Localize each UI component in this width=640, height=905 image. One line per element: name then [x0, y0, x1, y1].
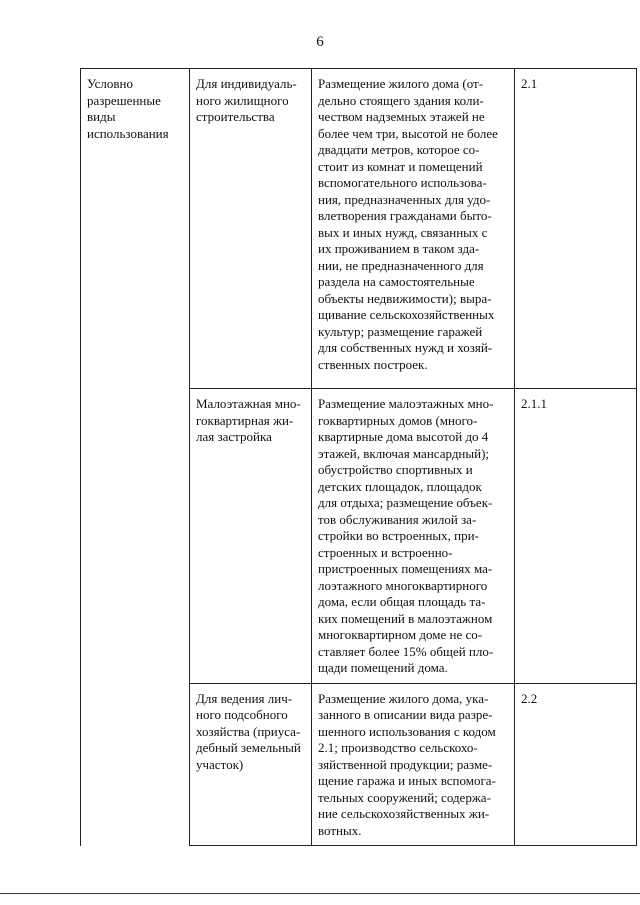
table-row	[81, 69, 637, 389]
land-use-table	[80, 68, 637, 846]
use-description-cell: Размещение жилого дома, ука- занного в описании вида разре- шенного использования с кодом 2.1; производство сельскохо- зяйственной продукции; разме- щение гаража и иных вспомога- тельных сооружений; содержа- ние сельскохозяйственных жи- вотных.	[312, 683, 515, 846]
use-name-cell: Для ведения лич- ного подсобного хозяйства (приуса- дебный земельный участок)	[190, 683, 312, 846]
use-code-cell: 2.1	[515, 69, 637, 389]
page-bottom-rule	[0, 893, 640, 894]
use-description-cell: Размещение малоэтажных мно- гоквартирных домов (много- квартирные дома высотой до 4 этажей, включая мансардный); обустройство спортивных и детских площадок, площадок для отдыха; размещение объек- тов обслуживания жилой за- стройки во встроенных, при- строенных и встроенно- пристроенных помещениях ма- лоэтажного многоквартирного дома, если общая площадь та- ких помещений в малоэтажном многоквартирном доме не со- ставляет более 15% общей пло- щади помещений дома.	[312, 389, 515, 684]
use-description-cell: Размещение жилого дома (от- дельно стоящего здания коли- чеством надземных этажей не более чем три, высотой не более двадцати метров, которое со- стоит из комнат и помещений вспомогательного использова- ния, предназначенных для удо- влетворения гражданами быто- вых и иных нужд, связанных с их проживанием в таком зда- нии, не предназначенного для раздела на самостоятельные объекты недвижимости); выра- щивание сельскохозяйственных культур; размещение гаражей для собственных нужд и хозяй- ственных построек.	[312, 69, 515, 389]
use-code-cell: 2.2	[515, 683, 637, 846]
page-number: 6	[316, 34, 324, 50]
use-code-cell: 2.1.1	[515, 389, 637, 684]
use-name-cell: Для индивидуаль- ного жилищного строительства	[190, 69, 312, 389]
group-label-cell: Условно разрешенные виды использования	[81, 69, 190, 846]
use-name-cell: Малоэтажная мно- гоквартирная жи- лая застройка	[190, 389, 312, 684]
